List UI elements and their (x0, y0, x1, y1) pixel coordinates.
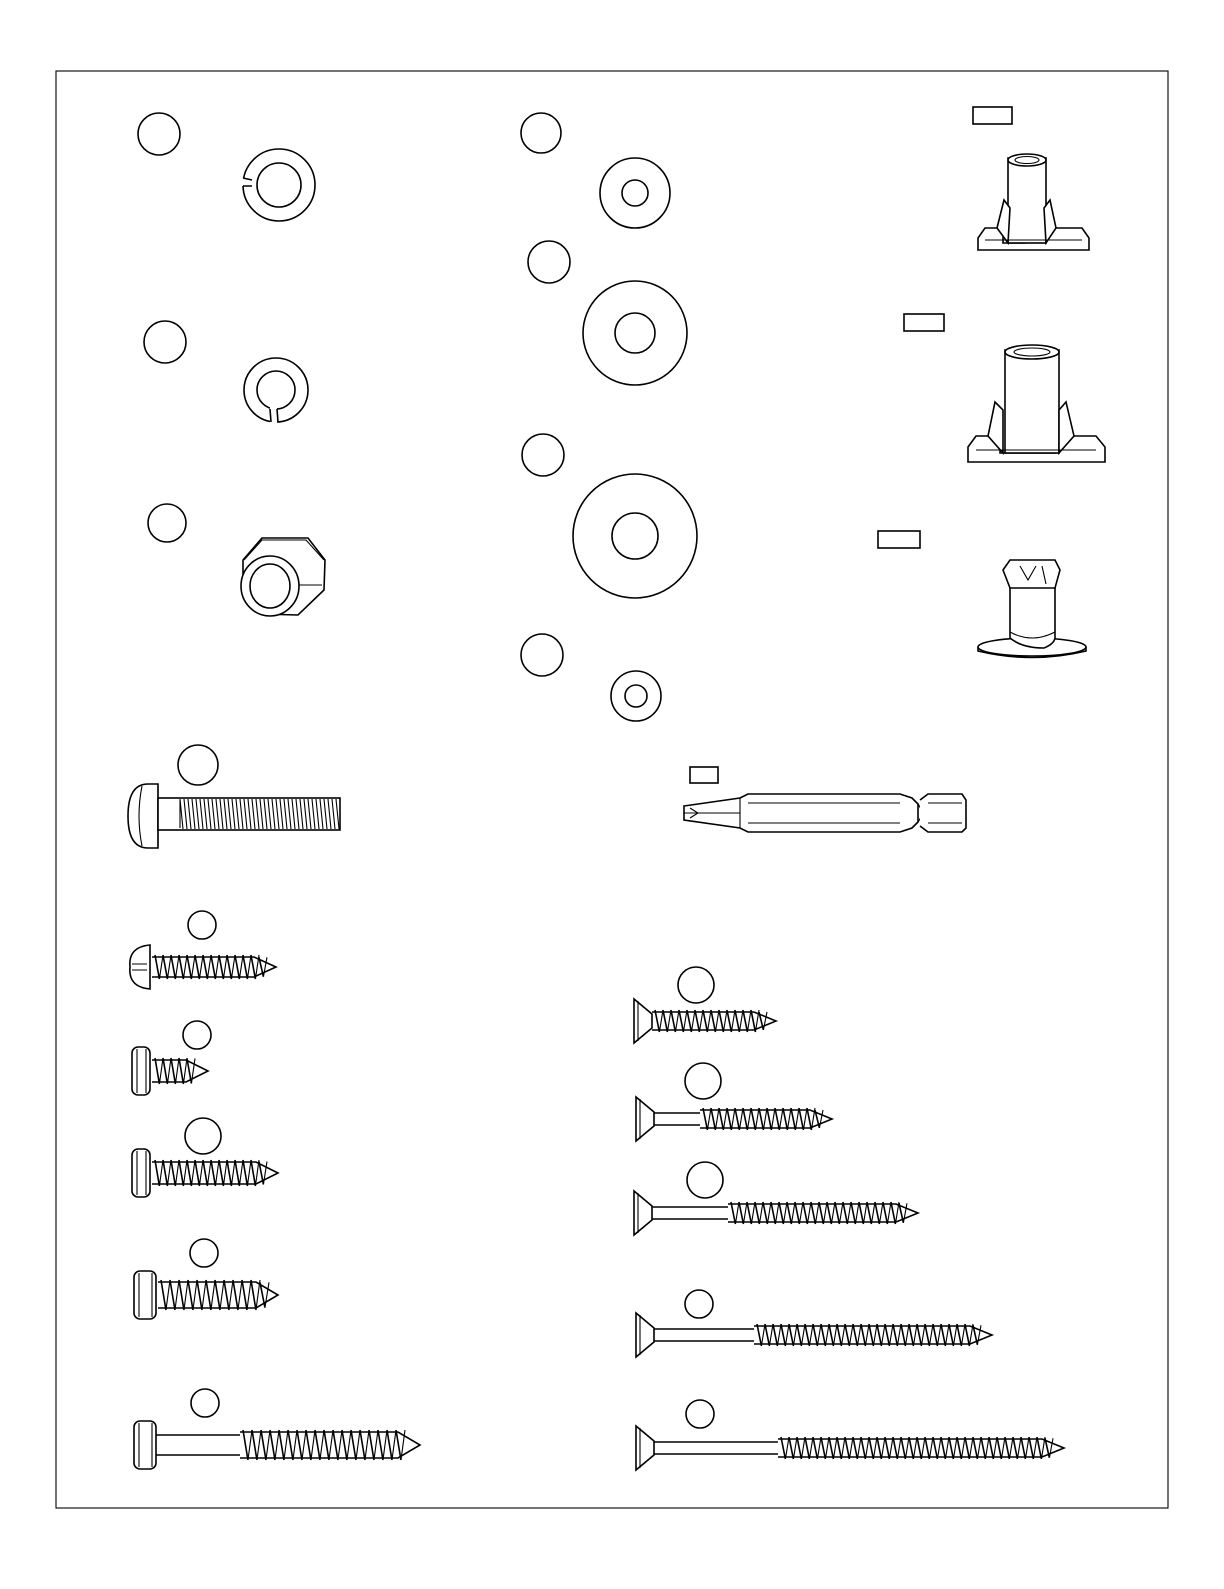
driver-bit-icon (684, 794, 966, 832)
flat-head-screw-2-icon (636, 1097, 832, 1141)
callout-machine-bolt (178, 745, 218, 785)
flat-washer-thick-icon (611, 671, 661, 721)
tag-driver-bit (690, 767, 718, 783)
callout-pan-head-screw-coarse (190, 1239, 218, 1267)
callout-flat-washer-large (522, 434, 564, 476)
callout-flat-head-screw-4 (685, 1290, 713, 1318)
tag-tee-nut-short (973, 107, 1012, 124)
flat-head-screw-1-icon (634, 999, 776, 1043)
flat-washer-large-icon (573, 474, 697, 598)
callout-pan-head-screw-short (183, 1021, 211, 1049)
pan-head-screw-short-icon (132, 1047, 208, 1095)
tee-nut-tall-icon (968, 345, 1105, 462)
pan-head-screw-long-icon (134, 1421, 420, 1469)
callout-pan-head-screw-medium (185, 1118, 221, 1154)
flat-head-screw-5-icon (636, 1426, 1064, 1470)
lock-washer-small-icon (244, 358, 308, 425)
callout-flat-washer-small (521, 113, 561, 153)
lock-washer-large-icon (238, 149, 315, 221)
bolt-icon (128, 784, 340, 848)
lock-nut-icon (241, 538, 325, 616)
callout-lock-washer-large (138, 113, 180, 155)
truss-head-screw-icon (130, 945, 276, 989)
callout-truss-head-screw (188, 911, 216, 939)
callout-pan-head-screw-long (191, 1389, 219, 1417)
callout-flat-washer-thick (521, 634, 563, 676)
callout-lock-nut (148, 504, 186, 542)
pan-head-screw-medium-icon (132, 1149, 278, 1197)
tag-tee-nut-flange (878, 531, 920, 548)
tee-nut-short-icon (978, 154, 1089, 250)
flat-washer-medium-icon (583, 281, 687, 385)
callout-flat-head-screw-5 (686, 1400, 714, 1428)
callout-lock-washer-small (144, 321, 186, 363)
callout-flat-washer-medium (528, 241, 570, 283)
tee-nut-flange-icon (978, 560, 1086, 658)
flat-head-screw-4-icon (636, 1313, 992, 1357)
callout-flat-head-screw-2 (685, 1063, 721, 1099)
pan-head-screw-coarse-icon (134, 1271, 278, 1319)
screw-group (130, 945, 1064, 1470)
callout-flat-head-screw-3 (687, 1162, 723, 1198)
flat-head-screw-3-icon (634, 1191, 918, 1235)
flat-washer-small-icon (600, 158, 670, 228)
tag-tee-nut-tall (904, 314, 944, 331)
tag-group (690, 107, 1012, 783)
callout-flat-head-screw-1 (678, 967, 714, 1003)
